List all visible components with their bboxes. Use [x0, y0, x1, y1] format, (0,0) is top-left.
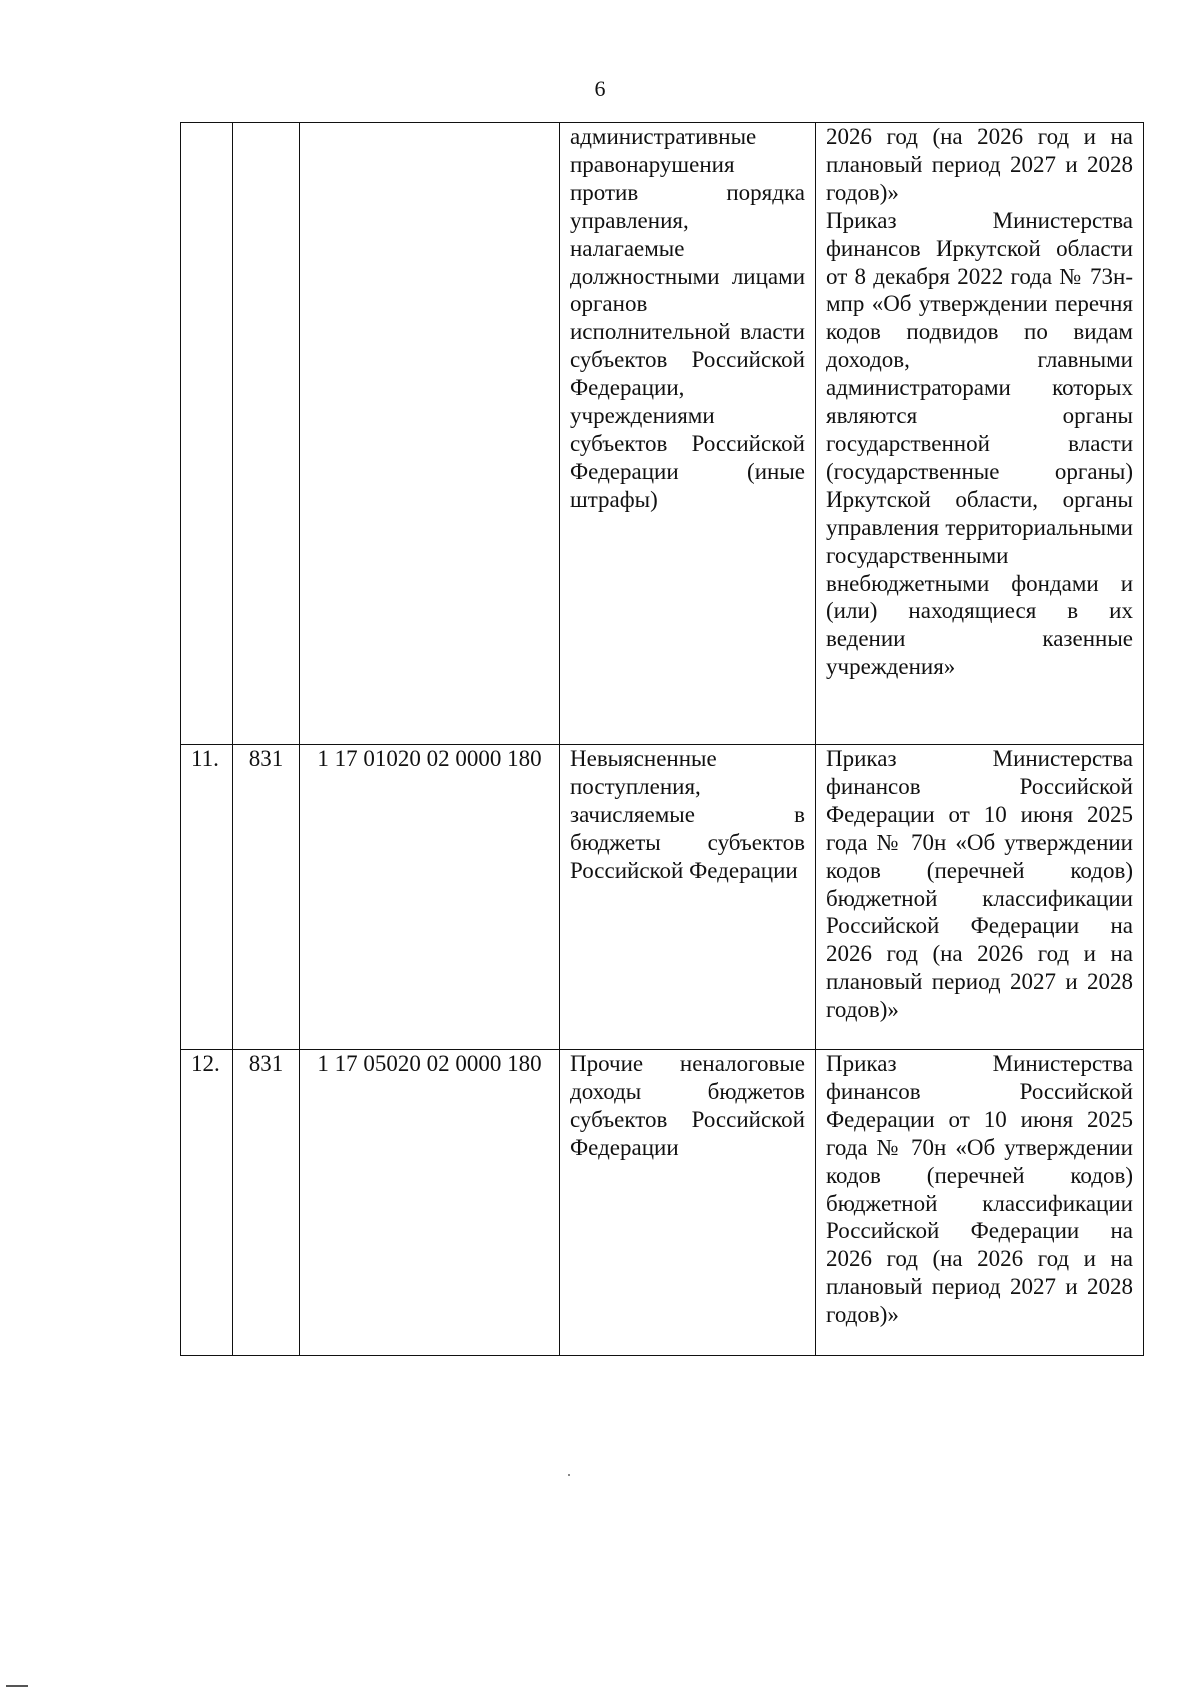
income-name-cell: административные правонарушения против порядка управления, налагаемые должностными лицами органов исполнительной власти субъектов Российской Федерации, учреждениями субъектов Российской Федерации (иные штрафы) [560, 123, 816, 745]
legal-basis-cell: Приказ Министерства финансов Российской Федерации от 10 июня 2025 года № 70н «Об утверждении кодов (перечней кодов) бюджетной классификации Российской Федерации на 2026 год (на 2026 год и на плановый период 2027 и 2028 годов)» [816, 745, 1144, 1050]
page-number: 6 [594, 76, 606, 101]
admin-code-cell: 831 [233, 1050, 300, 1356]
kbk-code-cell: 1 17 01020 02 0000 180 [300, 745, 560, 1050]
table-row [181, 1050, 1144, 1356]
row-number-cell [181, 123, 233, 745]
table-row [181, 745, 1144, 1050]
row-number-cell: 11. [181, 745, 233, 1050]
admin-code-cell: 831 [233, 745, 300, 1050]
row-number-cell: 12. [181, 1050, 233, 1356]
kbk-code-cell: 1 17 05020 02 0000 180 [300, 1050, 560, 1356]
table-row [181, 123, 1144, 745]
legal-basis-cell: Приказ Министерства финансов Российской Федерации от 10 июня 2025 года № 70н «Об утверждении кодов (перечней кодов) бюджетной классификации Российской Федерации на 2026 год (на 2026 год и на плановый период 2027 и 2028 годов)» [816, 1050, 1144, 1356]
income-name-cell: Прочие неналоговые доходы бюджетов субъектов Российской Федерации [560, 1050, 816, 1356]
legal-basis-cell: 2026 год (на 2026 год и на плановый период 2027 и 2028 годов)» Приказ Министерства финансов Иркутской области от 8 декабря 2022 года № 73н-мпр «Об утверждении перечня кодов подвидов по видам доходов, главными администраторами которых являются органы государственной власти (государственные органы) Иркутской области, органы управления территориальными государственными внебюджетными фондами и (или) находящиеся в их ведении казенные учреждения» [816, 123, 1144, 745]
admin-code-cell [233, 123, 300, 745]
kbk-code-cell [300, 123, 560, 745]
income-codes-table [180, 122, 1144, 1356]
scan-speck [568, 1474, 570, 1476]
scan-edge-mark [6, 1685, 28, 1687]
income-name-cell: Невыясненные поступления, зачисляемые в бюджеты субъектов Российской Федерации [560, 745, 816, 1050]
